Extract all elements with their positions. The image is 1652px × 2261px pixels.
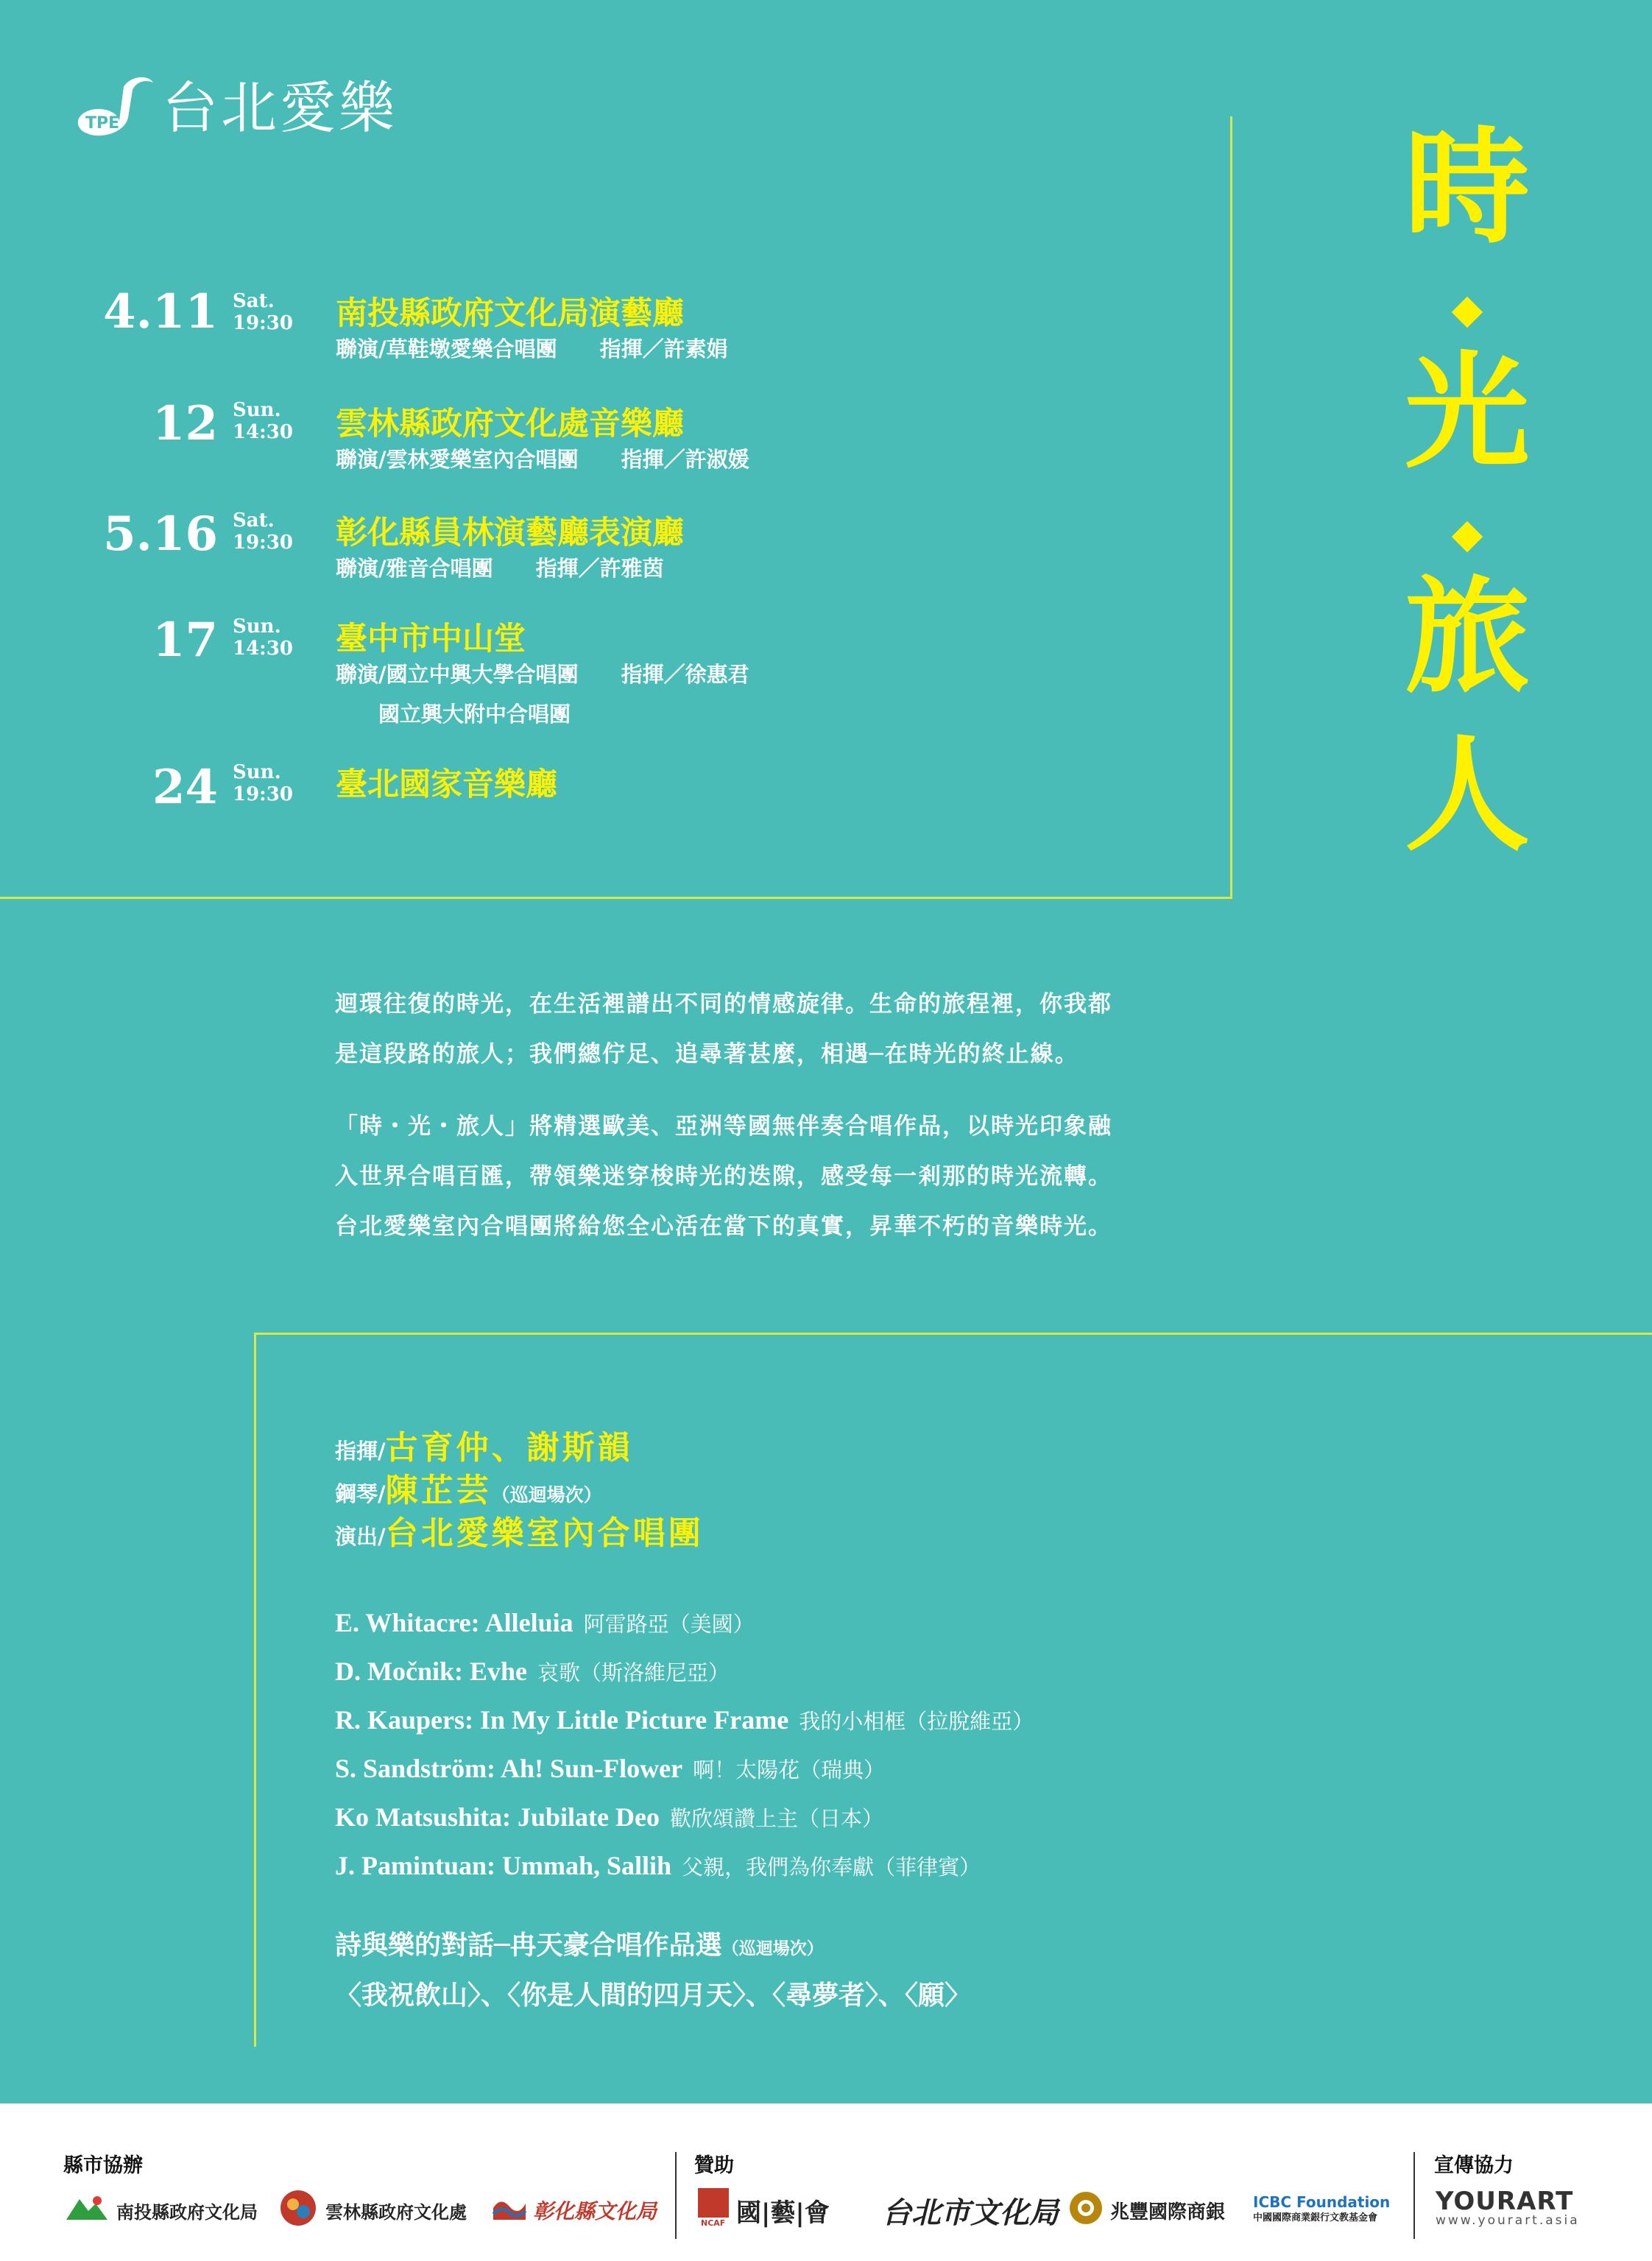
schedule-daytime: Sat. 19:30 (233, 509, 293, 554)
intro-paragraph-1: 迴環往復的時光，在生活裡譜出不同的情感旋律。生命的旅程裡，你我都 是這段路的旅人；我們總佇足、追尋著甚麼，相遇─在時光的終止線。 (335, 991, 1112, 1068)
program-item: S. Sandström: Ah! Sun-Flower 啊！太陽花（瑞典） (335, 1754, 886, 1783)
schedule-date: 24 (152, 760, 218, 815)
schedule-detail: 國立興大附中合唱團 (336, 702, 571, 727)
title-char: 人 (1405, 722, 1531, 869)
sponsor-megabank: 兆豐國際商銀 (1067, 2192, 1225, 2229)
yourart-logo-icon: YOURART (1436, 2187, 1574, 2216)
changhua-logo-icon (492, 2193, 527, 2228)
sponsor-ncaf: NCAF 國|藝|會 (696, 2192, 830, 2229)
credit-pianist: 鋼琴/陳芷芸（巡迴場次） (335, 1472, 602, 1509)
schedule-detail: 聯演/國立中興大學合唱團 指揮／徐惠君 (336, 662, 749, 687)
schedule-daytime: Sun. 14:30 (233, 615, 293, 660)
schedule-venue: 雲林縣政府文化處音樂廳 (336, 406, 684, 442)
schedule-date: 5.16 (103, 507, 218, 562)
svg-text:TPE: TPE (85, 114, 120, 133)
yunlin-logo-icon (277, 2188, 320, 2232)
frame-line-top-right (1230, 116, 1232, 899)
schedule-detail: 聯演/草鞋墩愛樂合唱團 指揮／許素娟 (336, 336, 728, 361)
footer-divider (1413, 2152, 1415, 2239)
title-diamond-icon (1405, 283, 1530, 350)
tpe-music-note-icon (71, 66, 158, 140)
credit-performer: 演出/台北愛樂室內合唱團 (335, 1514, 704, 1552)
schedule-date: 4.11 (103, 284, 218, 339)
schedule-daytime: Sun. 19:30 (233, 761, 293, 805)
special-program-title: 詩與樂的對話─冉天豪合唱作品選（巡迴場次） (335, 1930, 824, 1961)
program-item: R. Kaupers: In My Little Picture Frame 我的小相框（拉脫維亞） (335, 1705, 1034, 1735)
credit-conductor: 指揮/古育仲、謝斯韻 (335, 1429, 633, 1467)
special-program-works: 〈我祝飲山〉、〈你是人間的四月天〉、〈尋夢者〉、〈願〉 (335, 1980, 972, 2011)
schedule-venue: 臺中市中山堂 (336, 621, 526, 657)
co-organizer-yunlin: 雲林縣政府文化處 (277, 2192, 467, 2229)
frame-line-top-bottom (0, 897, 1232, 899)
program-item: Ko Matsushita: Jubilate Deo 歡欣頌讚上主（日本） (335, 1802, 884, 1832)
sponsor-taipei-culture: 台北市文化局 (882, 2195, 1059, 2230)
schedule-detail: 聯演/雅音合唱團 指揮／許雅茵 (336, 556, 664, 581)
brand-logo (71, 66, 398, 140)
schedule-detail: 聯演/雲林愛樂室內合唱團 指揮／許淑媛 (336, 447, 749, 472)
co-organizer-changhua: 彰化縣文化局 (492, 2192, 657, 2229)
program-item: D. Močnik: Evhe 哀歌（斯洛維尼亞） (335, 1657, 730, 1686)
program-item: J. Pamintuan: Ummah, Sallih 父親，我們為你奉獻（菲律賓） (335, 1851, 981, 1880)
sponsor-label: 贊助 (694, 2154, 734, 2177)
megabank-logo-icon (1067, 2190, 1104, 2232)
intro-paragraph-2: 「時・光・旅人」將精選歐美、亞洲等國無伴奏合唱作品，以時光印象融 入世界合唱百匯，帶領樂迷穿梭時光的迭隙，感受每一剎那的時光流轉。 台北愛樂室內合唱團將給您全心活在當下的真實，昇華不朽的音樂時光。 (335, 1113, 1112, 1240)
schedule-daytime: Sun. 14:30 (233, 399, 293, 443)
schedule-daytime: Sat. 19:30 (233, 290, 293, 334)
title-diamond-icon (1405, 508, 1530, 574)
schedule-venue: 南投縣政府文化局演藝廳 (336, 295, 684, 332)
frame-line-bottom-left (254, 1333, 256, 2047)
ncaf-sub-text: NCAF (701, 2218, 726, 2228)
co-organizer-nantou: 南投縣政府文化局 (63, 2192, 258, 2229)
footer-divider (675, 2152, 677, 2239)
schedule-date: 12 (152, 396, 218, 451)
schedule-venue: 臺北國家音樂廳 (336, 766, 557, 803)
title-char: 光 (1405, 339, 1531, 486)
title-char: 時 (1405, 114, 1531, 261)
title-char: 旅 (1405, 563, 1531, 710)
ncaf-seal-icon (696, 2187, 730, 2234)
co-organizer-label: 縣市協辦 (63, 2154, 143, 2177)
footer-sponsors (0, 2103, 1652, 2261)
schedule-date: 17 (152, 613, 218, 668)
nantou-logo-icon (63, 2193, 110, 2227)
brand-name: 台北愛樂 (162, 74, 398, 141)
frame-line-bottom-top (254, 1333, 1652, 1335)
program-item: E. Whitacre: Alleluia 阿雷路亞（美國） (335, 1608, 755, 1637)
promo-yourart: YOURART www.yourart.asia (1436, 2187, 1580, 2228)
sponsor-icbc: ICBC Foundation 中國國際商業銀行文教基金會 (1253, 2193, 1391, 2223)
icbc-logo-icon: ICBC Foundation (1253, 2193, 1391, 2211)
poster-title (1405, 114, 1531, 869)
schedule-venue: 彰化縣員林演藝廳表演廳 (336, 515, 684, 551)
promo-label: 宣傳協力 (1434, 2154, 1514, 2177)
